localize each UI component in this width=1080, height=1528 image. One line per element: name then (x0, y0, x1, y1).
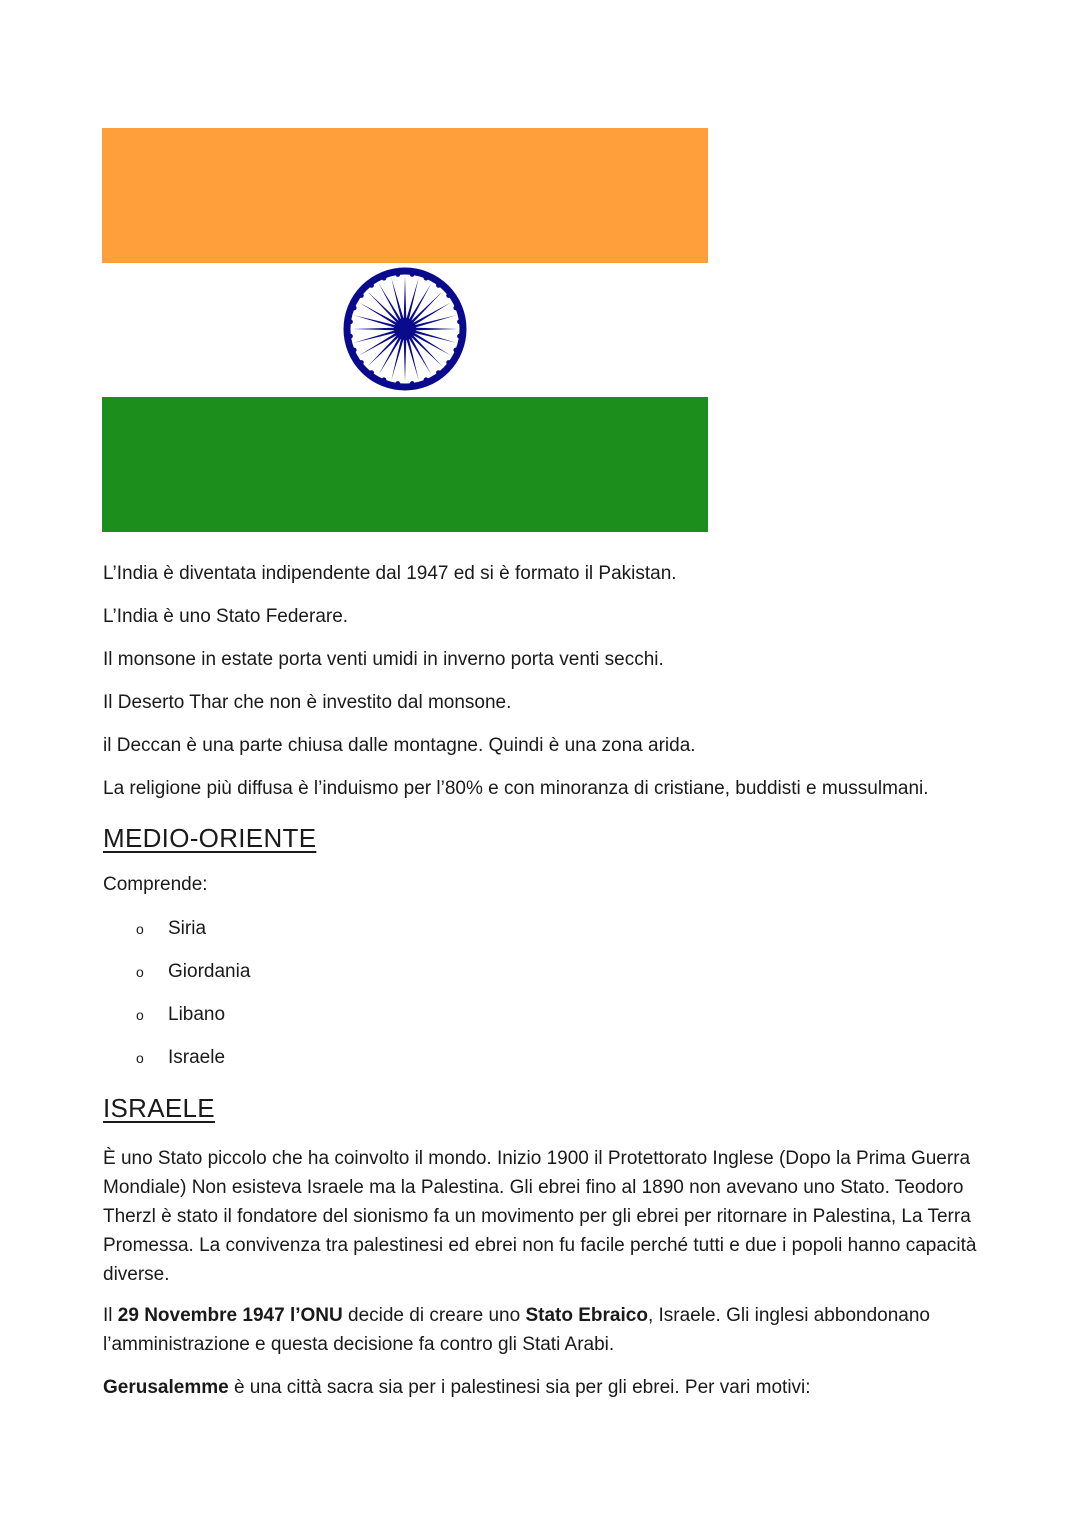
text-run: è una città sacra sia per i palestinesi sia per gli ebrei. Per vari motivi: (228, 1377, 811, 1398)
india-line-6: La religione più diffusa è l’induismo per l’80% e con minoranza di cristiane, buddisti e mussulmani. (103, 778, 929, 799)
list-item-label: Siria (168, 918, 207, 939)
india-line-2: L’India è uno Stato Federare. (103, 606, 349, 627)
bullet-circle-icon: o (136, 1050, 144, 1066)
india-line-4: Il Deserto Thar che non è investito dal monsone. (103, 692, 512, 713)
bullet-circle-icon: o (136, 1007, 144, 1023)
text-run: decide di creare uno (342, 1305, 526, 1326)
ashoka-chakra-icon (342, 266, 468, 392)
flag-saffron-band (102, 128, 708, 263)
bold-date-onu: 29 Novembre 1947 l’ONU (117, 1305, 343, 1326)
list-item (136, 961, 250, 983)
india-flag (102, 128, 708, 532)
israele-paragraph-3 (103, 1373, 983, 1402)
bold-stato-ebraico: Stato Ebraico (525, 1305, 648, 1326)
bullet-circle-icon: o (136, 964, 144, 980)
list-item-label: Israele (168, 1047, 226, 1068)
list-item (136, 918, 206, 940)
india-line-1: L’India è diventata indipendente dal 1947 ed si è formato il Pakistan. (103, 563, 677, 584)
bullet-circle-icon: o (136, 921, 144, 937)
israele-paragraph-1: È uno Stato piccolo che ha coinvolto il mondo. Inizio 1900 il Protettorato Inglese (Dopo la Prima Guerra Mondiale) Non esisteva Israele ma la Palestina. Gli ebrei fino al 1890 non avevano uno Stato. Teodoro Therzl è stato il fondatore del sionismo fa un movimento per gli ebrei per ritornare in Palestina, La Terra Promessa. La convivenza tra palestinesi ed ebrei non fu facile perché tutti e due i popoli hanno capacità diverse. (103, 1148, 977, 1285)
text-run: Il (103, 1305, 118, 1326)
list-item (136, 1004, 225, 1026)
israele-paragraph-2 (103, 1301, 983, 1359)
india-line-3: Il monsone in estate porta venti umidi in inverno porta venti secchi. (103, 649, 664, 670)
bold-gerusalemme: Gerusalemme (103, 1377, 229, 1398)
india-line-5: il Deccan è una parte chiusa dalle montagne. Quindi è una zona arida. (103, 735, 696, 756)
text-run: , Israele. Gli inglesi abbondonano l’amministrazione e questa decisione fa contro gli Stati Arabi. (103, 1305, 930, 1355)
list-item (136, 1047, 225, 1069)
flag-green-band (102, 397, 708, 532)
list-item-label: Libano (168, 1004, 226, 1025)
list-item-label: Giordania (168, 961, 251, 982)
medio-oriente-heading: MEDIO-ORIENTE (103, 823, 317, 853)
israele-heading: ISRAELE (103, 1093, 215, 1123)
medio-oriente-intro: Comprende: (103, 874, 208, 895)
